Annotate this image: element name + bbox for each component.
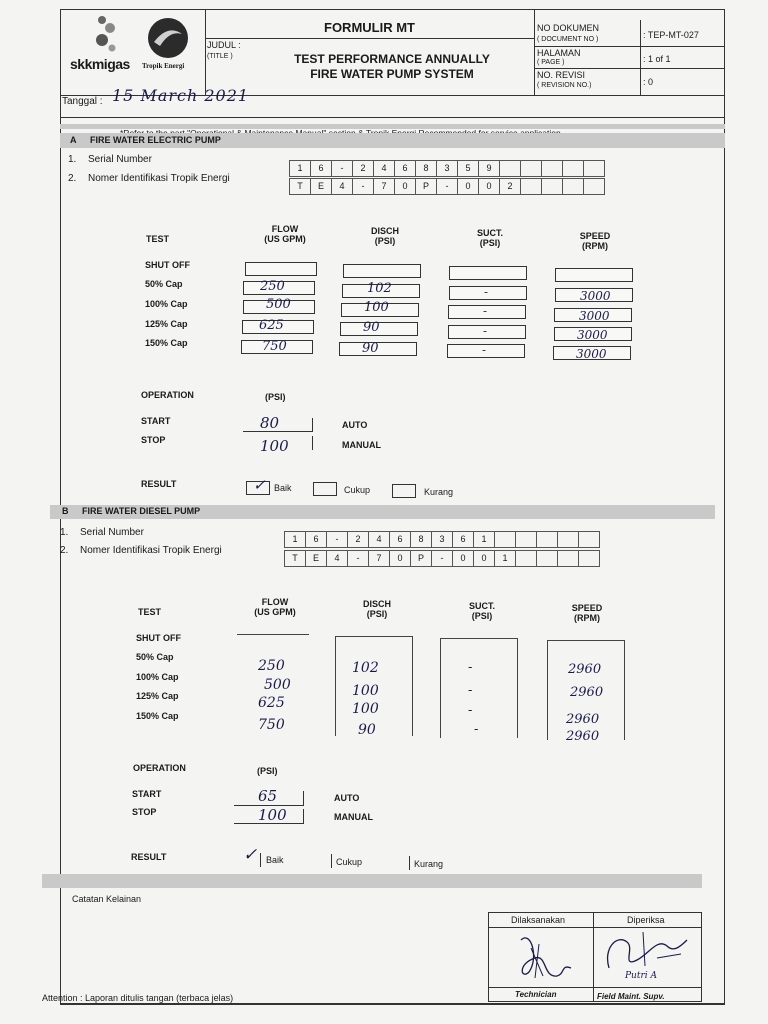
a-row-label: 150% Cap: [145, 338, 188, 348]
a-speed-value: 3000: [577, 328, 608, 342]
a-disch-value: 100: [364, 300, 389, 315]
a-flow-value: 750: [262, 339, 287, 354]
b-operation-label: OPERATION: [133, 763, 186, 773]
b-row-label: SHUT OFF: [136, 633, 181, 643]
a-ident-number-grid[interactable]: [290, 178, 605, 195]
digit-cell[interactable]: 1: [289, 160, 311, 177]
digit-cell[interactable]: 4: [368, 531, 390, 548]
a-suct-value: -: [483, 324, 488, 338]
executed-label: Dilaksanakan: [511, 915, 566, 925]
digit-cell[interactable]: P: [415, 178, 437, 195]
digit-cell[interactable]: 4: [326, 550, 348, 567]
b-row-label: 150% Cap: [136, 711, 179, 721]
a-suct-value: -: [482, 343, 487, 357]
a-speed-field[interactable]: [555, 288, 633, 302]
b-suct-header-l1: SUCT.: [468, 601, 495, 611]
b-speed-header: [552, 603, 622, 623]
digit-cell[interactable]: [562, 178, 584, 195]
a-row-label: SHUT OFF: [145, 260, 190, 270]
digit-cell[interactable]: [541, 160, 563, 177]
meta-rev-label: NO. REVISI: [537, 70, 586, 80]
b-speed-value: 2960: [570, 685, 604, 700]
digit-cell[interactable]: 6: [305, 531, 327, 548]
section-a-letter: A: [70, 135, 77, 145]
digit-cell[interactable]: 0: [394, 178, 416, 195]
b-stop-label: STOP: [132, 807, 157, 817]
a-speed-header: [560, 231, 630, 251]
b-speed-value: 2960: [566, 712, 600, 727]
a-flow-field[interactable]: [241, 340, 313, 354]
b-auto-label: AUTO: [334, 793, 360, 803]
a-suct-field[interactable]: [449, 286, 527, 300]
meta-doc-value: : TEP-MT-027: [643, 30, 699, 40]
digit-cell[interactable]: 2: [499, 178, 521, 195]
b-disch-value: 90: [358, 722, 376, 738]
a-row-label: 125% Cap: [145, 319, 188, 329]
b-suct-header-l2: (PSI): [471, 611, 493, 621]
skkmigas-logo-text: skkmigas: [70, 56, 130, 72]
b-ident-number-grid[interactable]: [285, 550, 600, 567]
a-result-kurang-checkbox[interactable]: [392, 484, 416, 498]
digit-cell[interactable]: [562, 160, 584, 177]
a-disch-value: 90: [363, 320, 380, 335]
b-item2-num: 2.: [60, 545, 69, 556]
digit-cell[interactable]: E: [310, 178, 332, 195]
a-speed-header-l1: SPEED: [579, 231, 611, 241]
b-flow-value: 500: [264, 677, 291, 693]
b-serial-number-grid[interactable]: [285, 531, 600, 548]
a-disch-field[interactable]: [340, 322, 418, 336]
a-result-kurang-label: Kurang: [424, 487, 454, 497]
digit-cell[interactable]: 8: [410, 531, 432, 548]
digit-cell[interactable]: [541, 178, 563, 195]
digit-cell[interactable]: 1: [473, 531, 495, 548]
b-result-baik-label: Baik: [266, 855, 284, 865]
b-disch-value: 100: [352, 683, 379, 699]
section-b-title: FIRE WATER DIESEL PUMP: [82, 506, 201, 516]
b-disch-value: 102: [352, 660, 379, 676]
digit-cell[interactable]: -: [436, 178, 458, 195]
check-mark-icon: ✓: [253, 476, 266, 494]
notes-label: Catatan Kelainan: [72, 894, 142, 904]
b-row-label: 100% Cap: [136, 672, 179, 682]
a-result-baik-checkbox[interactable]: [246, 476, 270, 495]
b-result-kurang-label[interactable]: Kurang: [414, 859, 444, 869]
digit-cell[interactable]: 7: [368, 550, 390, 567]
digit-cell[interactable]: 0: [452, 550, 474, 567]
digit-cell[interactable]: [583, 160, 605, 177]
a-suct-field[interactable]: [449, 266, 527, 280]
digit-cell[interactable]: [494, 531, 516, 548]
digit-cell[interactable]: T: [284, 550, 306, 567]
b-speed-header-l2: (RPM): [574, 613, 600, 623]
a-start-value[interactable]: 80: [260, 414, 280, 432]
a-disch-field[interactable]: [339, 342, 417, 356]
a-disch-field[interactable]: [341, 300, 419, 317]
meta-doc-sub: ( DOCUMENT NO ): [537, 36, 599, 43]
judul-label: JUDUL :: [207, 40, 241, 50]
b-item1-label: Serial Number: [80, 527, 144, 538]
a-psi-label: (PSI): [265, 392, 286, 402]
a-speed-field[interactable]: [554, 327, 632, 341]
b-speed-header-l1: SPEED: [571, 603, 603, 613]
b-suct-value: -: [468, 660, 473, 675]
meta-page-sub: ( PAGE ): [537, 59, 565, 66]
section-a-title: FIRE WATER ELECTRIC PUMP: [90, 135, 221, 145]
a-suct-header-l2: (PSI): [479, 238, 501, 248]
meta-page-value: : 1 of 1: [643, 54, 671, 64]
meta-rev-sub: ( REVISION NO.): [537, 82, 592, 89]
a-row-label: 50% Cap: [145, 279, 183, 289]
digit-cell[interactable]: 6: [394, 160, 416, 177]
meta-rev-value: : 0: [643, 77, 654, 87]
supervisor-name: Putri A: [625, 971, 658, 981]
a-result-label: RESULT: [141, 479, 177, 489]
digit-cell[interactable]: 6: [389, 531, 411, 548]
a-item1-label: Serial Number: [88, 154, 152, 165]
digit-cell[interactable]: -: [331, 160, 353, 177]
tropik-energi-logo: [140, 14, 200, 74]
digit-cell[interactable]: [520, 178, 542, 195]
a-test-header: TEST: [146, 234, 170, 244]
digit-cell[interactable]: -: [352, 178, 374, 195]
b-disch-header-l2: (PSI): [366, 609, 388, 619]
a-disch-field[interactable]: [342, 281, 420, 298]
digit-cell[interactable]: 5: [457, 160, 479, 177]
a-flow-field[interactable]: [245, 262, 317, 276]
a-flow-header-l2: (US GPM): [264, 234, 306, 244]
digit-cell[interactable]: 9: [478, 160, 500, 177]
digit-cell[interactable]: 8: [415, 160, 437, 177]
digit-cell[interactable]: [557, 550, 579, 567]
a-auto-label: AUTO: [342, 420, 368, 430]
a-result-cukup-label: Cukup: [344, 485, 371, 495]
footer-attention: Attention : Laporan ditulis tangan (terbaca jelas): [42, 993, 234, 1003]
b-flow-header-l1: FLOW: [261, 597, 289, 607]
b-item1-num: 1.: [60, 527, 69, 538]
digit-cell[interactable]: [515, 531, 537, 548]
a-stop-value[interactable]: 100: [260, 437, 289, 455]
digit-cell[interactable]: T: [289, 178, 311, 195]
digit-cell[interactable]: 6: [310, 160, 332, 177]
b-stop-value[interactable]: 100: [258, 806, 287, 824]
b-result-label: RESULT: [131, 852, 167, 862]
a-speed-field[interactable]: [555, 268, 633, 282]
skkmigas-logo: [70, 12, 135, 72]
b-result-baik-checkmark-icon[interactable]: ✓: [243, 845, 258, 865]
a-flow-value: 500: [266, 297, 291, 312]
a-serial-number-grid[interactable]: [290, 160, 605, 177]
digit-cell[interactable]: [578, 531, 600, 548]
technician-signature: [491, 928, 591, 986]
a-suct-header-l1: SUCT.: [476, 228, 503, 238]
digit-cell[interactable]: 3: [436, 160, 458, 177]
date-label: Tanggal :: [62, 96, 103, 107]
a-disch-header-l2: (PSI): [374, 236, 396, 246]
b-manual-label: MANUAL: [334, 812, 373, 822]
section-b-letter: B: [62, 506, 69, 516]
a-disch-header-l1: DISCH: [370, 226, 399, 236]
judul-sub: (TITLE ): [207, 53, 233, 60]
a-suct-field[interactable]: [448, 325, 526, 339]
a-suct-value: -: [484, 285, 489, 299]
doc-title-line2: FIRE WATER PUMP SYSTEM: [310, 67, 474, 81]
technician-label: Technician: [515, 990, 557, 999]
a-flow-field[interactable]: [243, 281, 315, 295]
a-row-label: 100% Cap: [145, 299, 188, 309]
date-value[interactable]: 15 March 2021: [112, 86, 250, 105]
b-disch-value: 100: [352, 701, 379, 717]
digit-cell[interactable]: [536, 531, 558, 548]
a-stop-label: STOP: [141, 435, 166, 445]
digit-cell[interactable]: 4: [331, 178, 353, 195]
digit-cell[interactable]: -: [431, 550, 453, 567]
a-flow-value: 625: [259, 318, 284, 333]
a-item2-label: Nomer Identifikasi Tropik Energi: [88, 173, 230, 184]
b-disch-header-l1: DISCH: [362, 599, 391, 609]
a-result-cukup-checkbox[interactable]: [313, 482, 337, 496]
b-flow-value: 625: [258, 695, 285, 711]
meta-doc-label: NO DOKUMEN: [537, 23, 600, 33]
a-suct-field[interactable]: [447, 344, 525, 358]
a-item1-num: 1.: [68, 154, 77, 165]
a-suct-field[interactable]: [448, 305, 526, 319]
a-operation-label: OPERATION: [141, 390, 194, 400]
a-disch-field[interactable]: [343, 264, 421, 278]
a-manual-label: MANUAL: [342, 440, 381, 450]
a-speed-field[interactable]: [553, 346, 631, 360]
digit-cell[interactable]: 1: [494, 550, 516, 567]
digit-cell[interactable]: [583, 178, 605, 195]
digit-cell[interactable]: 2: [347, 531, 369, 548]
b-start-value[interactable]: 65: [258, 787, 278, 805]
b-suct-value: -: [474, 722, 479, 737]
a-flow-value: 250: [260, 279, 285, 294]
checked-label: Diperiksa: [627, 915, 665, 925]
b-row-label: 50% Cap: [136, 652, 174, 662]
b-flow-value: 250: [258, 658, 285, 674]
b-suct-column-box[interactable]: [440, 638, 518, 738]
tropik-energi-logo-text: Tropik Energi: [142, 62, 185, 70]
digit-cell[interactable]: [536, 550, 558, 567]
a-result-baik-label: Baik: [274, 483, 292, 493]
a-flow-field[interactable]: [243, 297, 315, 314]
digit-cell[interactable]: [578, 550, 600, 567]
b-disch-header: [342, 599, 412, 619]
a-disch-value: 102: [367, 281, 392, 296]
form-title: FORMULIR MT: [324, 20, 415, 35]
b-result-cukup-label[interactable]: Cukup: [336, 857, 363, 867]
b-psi-label: (PSI): [257, 766, 278, 776]
digit-cell[interactable]: 0: [457, 178, 479, 195]
digit-cell[interactable]: 0: [389, 550, 411, 567]
a-flow-header-l1: FLOW: [271, 224, 299, 234]
a-speed-value: 3000: [576, 347, 607, 361]
a-suct-value: -: [483, 304, 488, 318]
digit-cell[interactable]: 3: [431, 531, 453, 548]
meta-page-label: HALAMAN: [537, 48, 581, 58]
a-speed-value: 3000: [579, 309, 610, 323]
digit-cell[interactable]: [557, 531, 579, 548]
a-disch-value: 90: [362, 341, 379, 356]
digit-cell[interactable]: 7: [373, 178, 395, 195]
a-speed-header-l2: (RPM): [582, 241, 608, 251]
b-flow-header: [240, 597, 310, 617]
a-item2-num: 2.: [68, 173, 77, 184]
digit-cell[interactable]: [499, 160, 521, 177]
digit-cell[interactable]: E: [305, 550, 327, 567]
a-suct-header: [455, 228, 525, 248]
digit-cell[interactable]: [520, 160, 542, 177]
digit-cell[interactable]: 0: [473, 550, 495, 567]
b-suct-value: -: [468, 703, 473, 718]
digit-cell[interactable]: -: [347, 550, 369, 567]
a-disch-header: [350, 226, 420, 246]
digit-cell[interactable]: 6: [452, 531, 474, 548]
a-speed-value: 3000: [580, 289, 611, 303]
a-speed-field[interactable]: [554, 308, 632, 322]
signature-box: [488, 912, 702, 1002]
digit-cell[interactable]: 2: [352, 160, 374, 177]
b-start-label: START: [132, 789, 162, 799]
a-start-label: START: [141, 416, 171, 426]
digit-cell[interactable]: 0: [478, 178, 500, 195]
b-speed-value: 2960: [568, 662, 602, 677]
digit-cell[interactable]: 4: [373, 160, 395, 177]
a-flow-header: [250, 224, 320, 244]
b-test-header: TEST: [138, 607, 162, 617]
digit-cell[interactable]: P: [410, 550, 432, 567]
a-flow-field[interactable]: [242, 320, 314, 334]
doc-title-line1: TEST PERFORMANCE ANNUALLY: [294, 52, 490, 66]
b-suct-value: -: [468, 683, 473, 698]
supervisor-label: Field Maint. Supv.: [597, 992, 665, 1001]
b-flow-header-l2: (US GPM): [254, 607, 296, 617]
digit-cell[interactable]: [515, 550, 537, 567]
b-speed-value: 2960: [566, 729, 600, 744]
b-flow-value: 750: [258, 717, 285, 733]
b-suct-header: [447, 601, 517, 621]
b-item2-label: Nomer Identifikasi Tropik Energi: [80, 545, 222, 556]
digit-cell[interactable]: 1: [284, 531, 306, 548]
digit-cell[interactable]: -: [326, 531, 348, 548]
b-row-label: 125% Cap: [136, 691, 179, 701]
